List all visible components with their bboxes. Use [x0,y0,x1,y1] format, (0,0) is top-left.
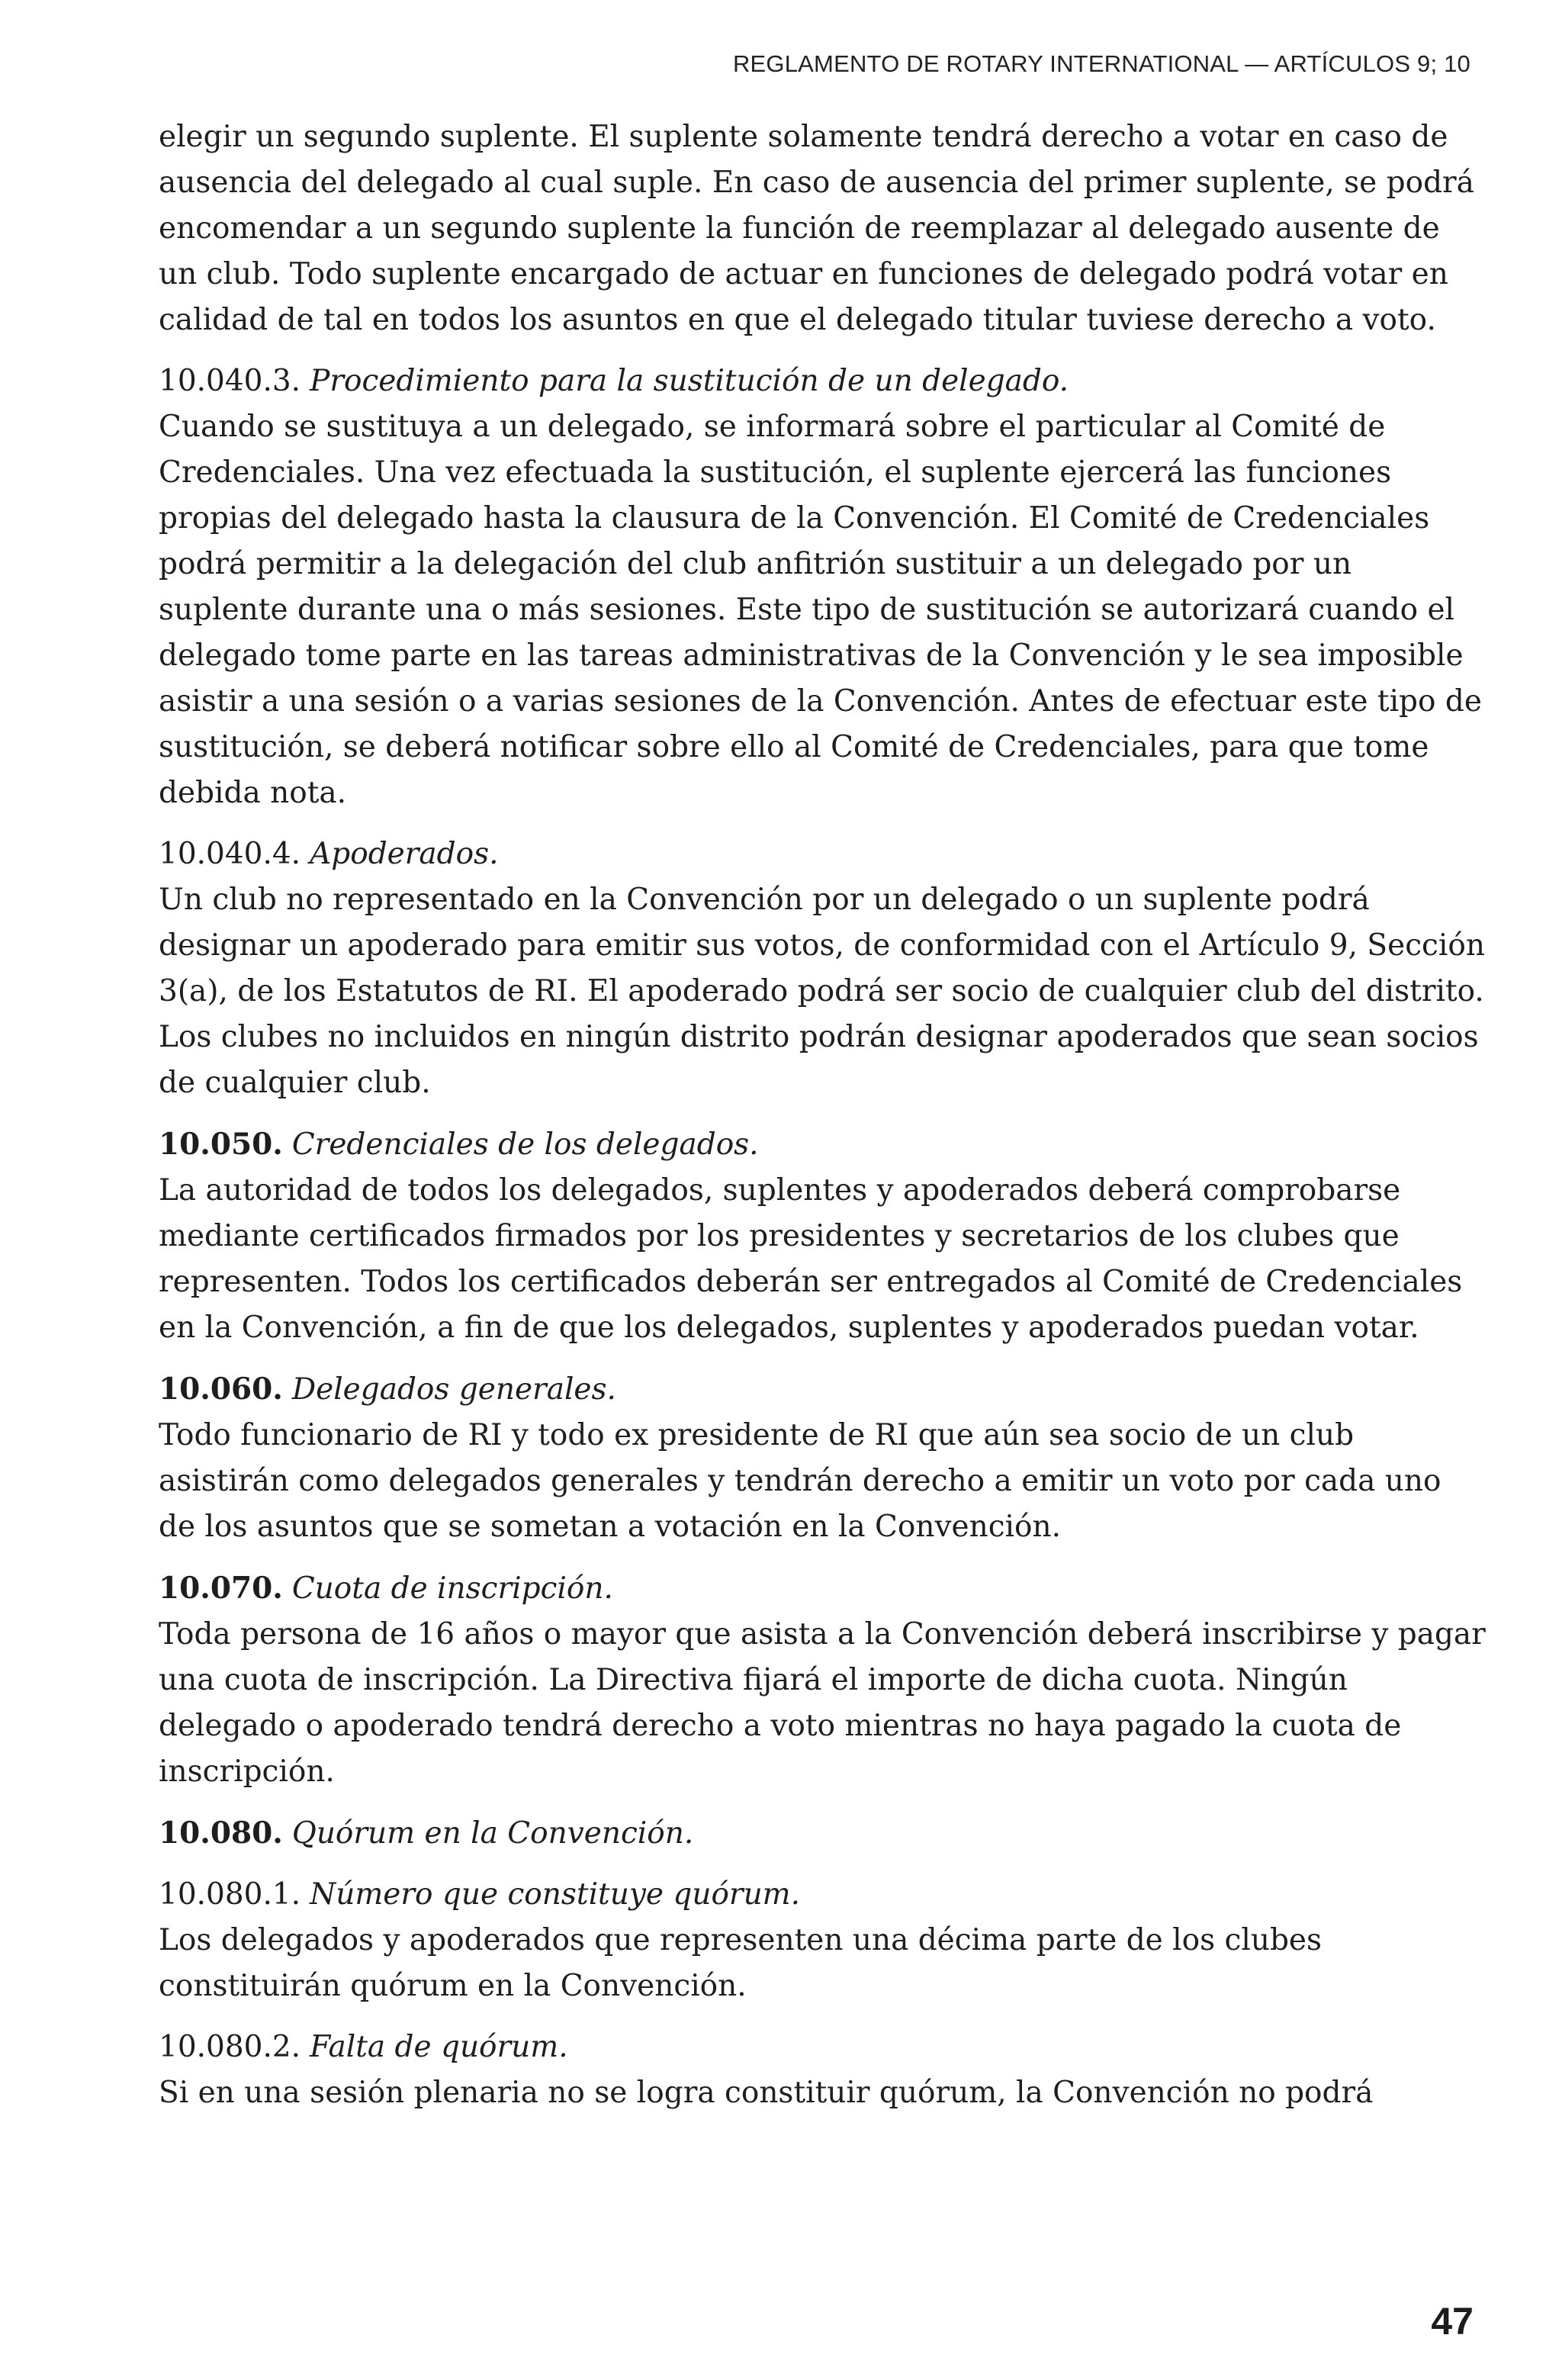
section-number: 10.040.4. [159,837,301,871]
section-body: Si en una sesión plenaria no se logra constituir quórum, la Convención no podrá [159,2076,1374,2110]
section-title: Delegados generales. [291,1372,616,1407]
section-continuation [159,114,1486,343]
section-title: Apoderados. [310,837,499,871]
section-body: elegir un segundo suplente. El suplente solamente tendrá derecho a votar en caso de ausencia del delegado al cual suple. En caso de ausencia del primer suplente, se podrá encomendar a un segundo suplente la función de reemplazar al delegado ausente de un club. Todo suplente encargado de actuar en funciones de delegado podrá votar en calidad de tal en todos los asuntos en que el delegado titular tuviese derecho a voto. [159,120,1474,337]
page-body [159,114,1486,2116]
section-heading [159,359,1486,404]
section-number: 10.080. [159,1816,283,1851]
running-head: REGLAMENTO DE ROTARY INTERNATIONAL — ARTÍCULOS 9; 10 [732,50,1470,77]
section-body: Los delegados y apoderados que representen una décima parte de los clubes constituirán quórum en la Convención. [159,1923,1323,2003]
section-title: Falta de quórum. [310,2030,568,2064]
section-body: La autoridad de todos los delegados, suplentes y apoderados deberá comprobarse mediante certificados firmados por los presidentes y secretarios de los clubes que representen. Todos los certificados deberán ser entregados al Comité de Credenciales en la Convención, a fin de que los delegados, suplentes y apoderados puedan votar. [159,1173,1463,1345]
section-title: Número que constituye quórum. [310,1877,801,1912]
section-10-060 [159,1366,1486,1550]
section-number: 10.070. [159,1571,283,1606]
page-number: 47 [1431,2300,1474,2343]
section-number: 10.080.1. [159,1877,301,1912]
section-number: 10.040.3. [159,364,301,398]
section-number: 10.060. [159,1372,283,1407]
section-body: Toda persona de 16 años o mayor que asista a la Convención deberá inscribirse y pagar una cuota de inscripción. La Directiva fijará el importe de dicha cuota. Ningún delegado o apoderado tendrá derecho a voto mientras no haya pagado la cuota de inscripción. [159,1617,1486,1789]
section-heading [159,2025,1486,2070]
section-heading [159,1565,1486,1612]
section-title: Cuota de inscripción. [291,1571,613,1606]
section-10-080-1 [159,1872,1486,2009]
section-title: Quórum en la Convención. [291,1816,694,1851]
section-10-080 [159,1810,1486,1857]
section-10-050 [159,1121,1486,1351]
section-10-070 [159,1565,1486,1795]
section-body: Todo funcionario de RI y todo ex presidente de RI que aún sea socio de un club asistirán como delegados generales y tendrán derecho a emitir un voto por cada uno de los asuntos que se sometan a votación en la Convención. [159,1418,1441,1544]
section-number: 10.080.2. [159,2030,301,2064]
section-heading [159,1872,1486,1918]
section-heading [159,1121,1486,1168]
section-heading [159,1366,1486,1413]
section-10-040-4 [159,831,1486,1106]
section-title: Procedimiento para la sustitución de un delegado. [310,364,1069,398]
section-number: 10.050. [159,1127,283,1162]
section-10-040-3 [159,359,1486,816]
section-heading [159,1810,1486,1857]
section-title: Credenciales de los delegados. [291,1127,759,1162]
section-10-080-2 [159,2025,1486,2116]
section-heading [159,831,1486,877]
section-body: Un club no representado en la Convención por un delegado o un suplente podrá designar un apoderado para emitir sus votos, de conformidad con el Artículo 9, Sección 3(a), de los Estatutos de RI. El apoderado podrá ser socio de cualquier club del distrito. Los clubes no incluidos en ningún distrito podrán designar apoderados que sean socios de cualquier club. [159,883,1485,1100]
section-body: Cuando se sustituya a un delegado, se informará sobre el particular al Comité de Credenciales. Una vez efectuada la sustitución, el suplente ejercerá las funciones propias del delegado hasta la clausura de la Convención. El Comité de Credenciales podrá permitir a la delegación del club anfitrión sustituir a un delegado por un suplente durante una o más sesiones. Este tipo de sustitución se autorizará cuando el delegado tome parte en las tareas administrativas de la Convención y le sea imposible asistir a una sesión o a varias sesiones de la Convención. Antes de efectuar este tipo de sustitución, se deberá notificar sobre ello al Comité de Credenciales, para que tome debida nota. [159,410,1482,810]
